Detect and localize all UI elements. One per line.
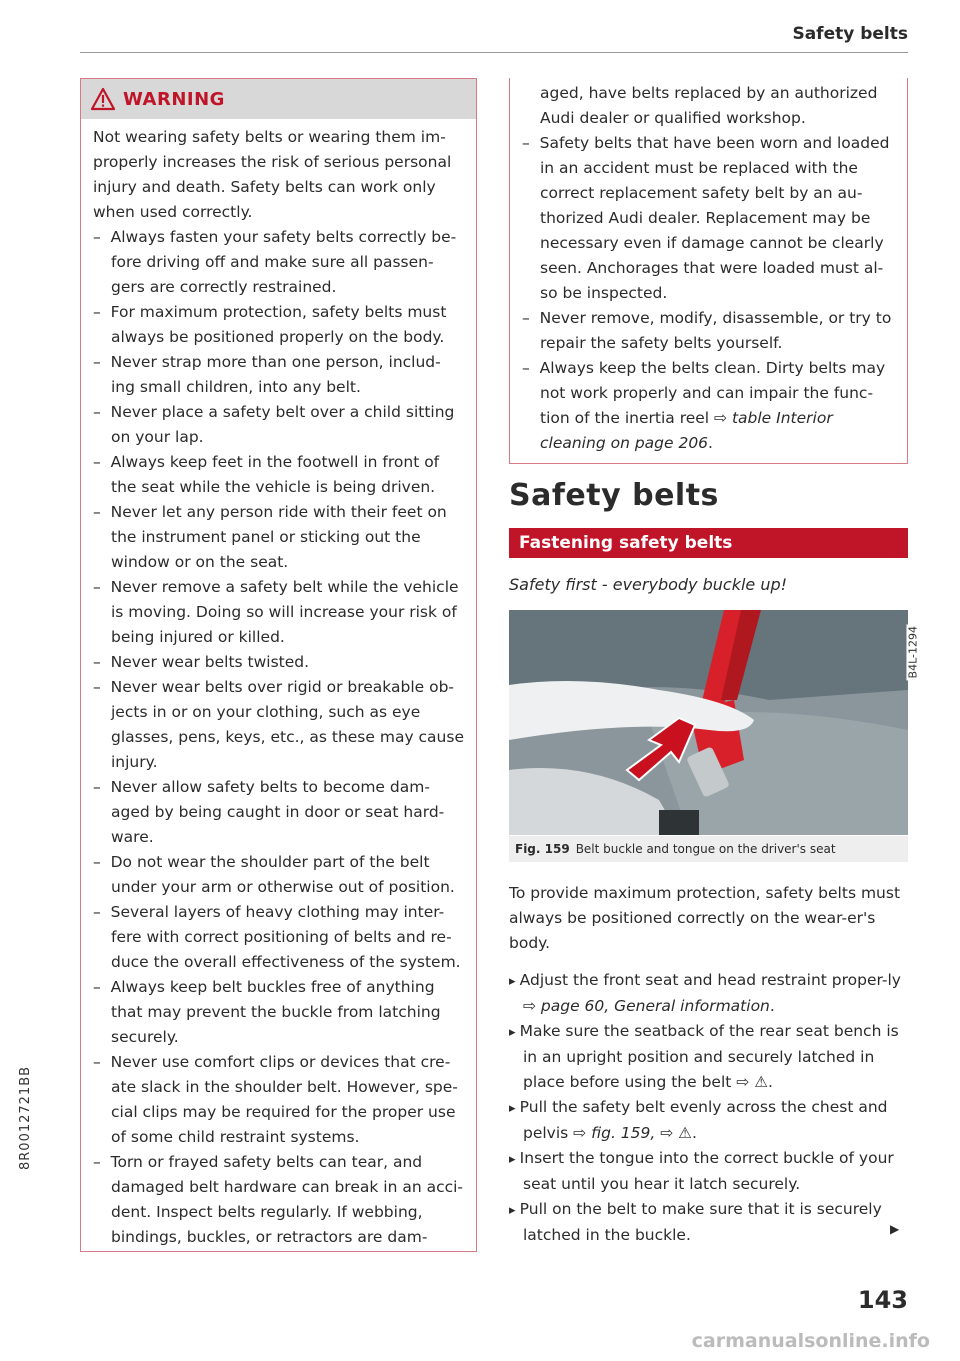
intro-tagline: Safety first - everybody buckle up! <box>509 575 788 594</box>
warning-item: – Do not wear the shoulder part of the belt under your arm or otherwise out of position. <box>93 850 464 900</box>
warning-intro: Not wearing safety belts or wearing them im-properly increases the risk of serious personal injury and death. Safety belts can work only when used correctly. <box>93 128 452 221</box>
instruction-step <box>509 1095 908 1146</box>
document-code: 8R0012721BB <box>18 1065 33 1170</box>
warning-item: – Never use comfort clips or devices that cre-ate slack in the shoulder belt. However, spe-cial clips may be required for the proper use of some child restraint systems. <box>93 1050 464 1150</box>
warning-title: WARNING <box>123 88 225 110</box>
step-text: Make sure the seatback of the rear seat bench is in an upright position and securely latched in place before using the belt <box>519 1022 899 1091</box>
warning-list <box>93 225 464 1250</box>
figure-caption-text: Belt buckle and tongue on the driver's seat <box>575 842 836 856</box>
punctuation: . <box>769 997 775 1015</box>
figure-label: Fig. 159 <box>515 842 570 856</box>
warning-item: – Several layers of heavy clothing may inter-fere with correct positioning of belts and re-duce the overall effectiveness of the system. <box>93 900 464 975</box>
belt-buckle-illustration <box>509 610 908 835</box>
cross-reference-link[interactable]: ⇨ ⚠ <box>736 1073 769 1091</box>
figure-illustration <box>509 610 919 835</box>
instruction-step <box>509 1197 908 1248</box>
warning-item: – Never remove, modify, disassemble, or try to repair the safety belts yourself. <box>522 306 895 356</box>
warning-item: – Safety belts that have been worn and loaded in an accident must be replaced with the correct replacement safety belt by an au-thorized Audi dealer. Replacement may be necessary even if damage cannot be clearly seen. Anchorages that were loaded must al-so be inspected. <box>522 131 895 306</box>
instruction-steps <box>509 968 908 1248</box>
warning-item: – Never remove a safety belt while the vehicle is moving. Doing so will increase your risk of being injured or killed. <box>93 575 464 650</box>
section-title: Safety belts <box>509 478 719 513</box>
warning-item: – Never wear belts twisted. <box>93 650 464 675</box>
warning-item: – Never place a safety belt over a child sitting on your lap. <box>93 400 464 450</box>
header-rule <box>80 52 908 53</box>
warning-item: – For maximum protection, safety belts must always be positioned properly on the body. <box>93 300 464 350</box>
punctuation: . <box>768 1073 773 1091</box>
figure-code: B4L-1294 <box>906 626 919 679</box>
warning-box <box>80 78 477 1252</box>
warning-item: – Never allow safety belts to become dam-aged by being caught in door or seat hard-ware. <box>93 775 464 850</box>
warning-continued-text: aged, have belts replaced by an authorized Audi dealer or qualified workshop. <box>540 84 878 127</box>
cross-reference-link[interactable]: ⇨ fig. 159, ⇨ ⚠ <box>573 1124 692 1142</box>
punctuation: . <box>708 434 713 452</box>
warning-item: – Never let any person ride with their feet on the instrument panel or sticking out the window or on the seat. <box>93 500 464 575</box>
warning-item: – Always keep belt buckles free of anything that may prevent the buckle from latching securely. <box>93 975 464 1050</box>
warning-item: – Always fasten your safety belts correctly be-fore driving off and make sure all passen-gers are correctly restrained. <box>93 225 464 300</box>
step-text: Insert the tongue into the correct buckle of your seat until you hear it latch securely. <box>519 1149 894 1193</box>
subsection-title: Fastening safety belts <box>509 528 908 558</box>
warning-continued-box <box>509 78 908 464</box>
running-head: Safety belts <box>792 24 908 44</box>
step-text: Pull on the belt to make sure that it is securely latched in the buckle. <box>519 1200 882 1244</box>
warning-item <box>522 356 895 456</box>
page-number: 143 <box>857 1286 908 1314</box>
cross-reference-link[interactable]: ⇨ table Interior cleaning on page 206 <box>540 409 833 452</box>
body-text <box>509 881 908 1248</box>
warning-header <box>81 79 476 119</box>
warning-item: – Never wear belts over rigid or breakable ob-jects in or on your clothing, such as eye glasses, pens, keys, etc., as these may cause injury. <box>93 675 464 775</box>
warning-item: – Never strap more than one person, includ-ing small children, into any belt. <box>93 350 464 400</box>
step-text: Adjust the front seat and head restraint proper-ly <box>519 971 901 989</box>
cross-reference-link[interactable]: ⇨ page 60, General information <box>523 997 770 1015</box>
instruction-step <box>509 1146 908 1197</box>
warning-item: – Always keep feet in the footwell in front of the seat while the vehicle is being driven. <box>93 450 464 500</box>
watermark: carmanualsonline.info <box>691 1330 930 1352</box>
punctuation: . <box>691 1124 697 1142</box>
continue-arrow-icon: ▶ <box>890 1222 900 1236</box>
warning-triangle-icon <box>91 88 115 110</box>
step-text: Pull the safety belt evenly across the chest and pelvis <box>519 1098 888 1142</box>
body-paragraph: To provide maximum protection, safety belts must always be positioned correctly on the wear-er's body. <box>509 884 901 952</box>
instruction-step <box>509 968 908 1019</box>
instruction-step <box>509 1019 908 1095</box>
warning-item-text: Always keep the belts clean. Dirty belts may not work properly and can impair the func-tion of the inertia reel <box>539 359 886 427</box>
warning-continued-list <box>522 81 895 456</box>
figure-caption <box>509 836 908 862</box>
warning-item: – Torn or frayed safety belts can tear, and damaged belt hardware can break in an acci-dent. Inspect belts regularly. If webbing, bindings, buckles, or retractors are dam- <box>93 1150 464 1250</box>
